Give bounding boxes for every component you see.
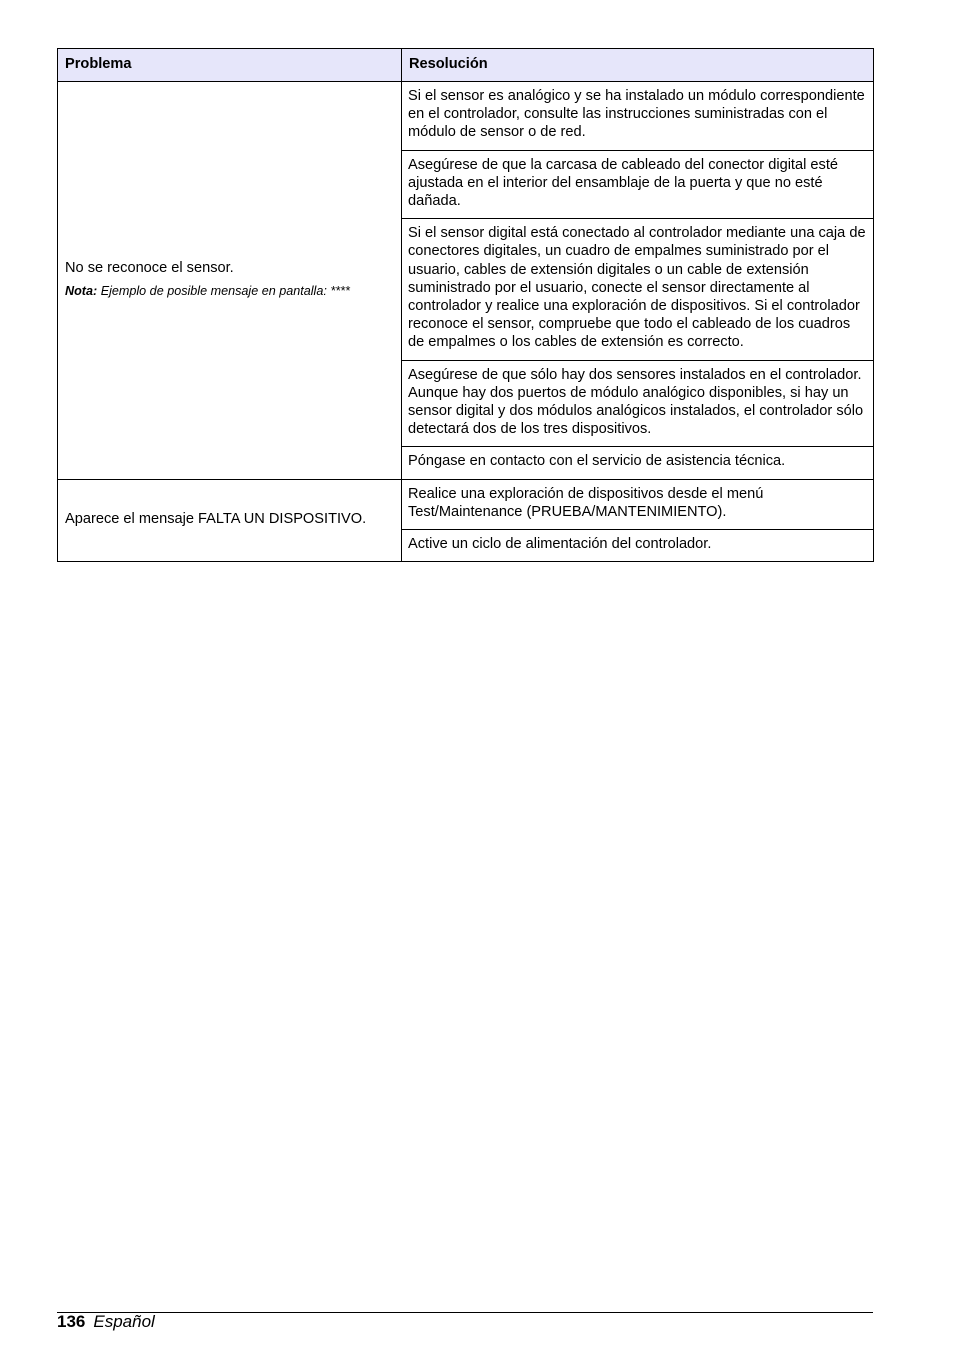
problem-cell: [58, 82, 402, 480]
column-header-resolution: Resolución: [402, 49, 874, 82]
page-number: 136: [57, 1312, 86, 1331]
resolution-cell: Realice una exploración de dispositivos desde el menú Test/Maintenance (PRUEBA/MANTENIMIENTO).: [402, 479, 874, 529]
table-row: [58, 82, 874, 151]
resolution-cell: Active un ciclo de alimentación del controlador.: [402, 530, 874, 562]
problem-text: No se reconoce el sensor.: [65, 259, 234, 276]
page-footer: [57, 1312, 155, 1332]
resolution-cell: Si el sensor es analógico y se ha instalado un módulo correspondiente en el controlador, consulte las instrucciones suministradas con el módulo de sensor o de red.: [402, 82, 874, 151]
table-header-row: [58, 49, 874, 82]
footer-language: Español: [93, 1312, 155, 1331]
resolution-cell: Asegúrese de que la carcasa de cableado del conector digital esté ajustada en el interior del ensamblaje de la puerta y que no esté dañada.: [402, 150, 874, 219]
note-text: Ejemplo de posible mensaje en pantalla: ****: [100, 283, 350, 298]
table-row: [58, 479, 874, 529]
resolution-cell: Si el sensor digital está conectado al controlador mediante una caja de conectores digitales, un cuadro de empalmes suministrado por el usuario, cables de extensión digitales o un cable de extensión suministrado por el usuario, conecte el sensor directamente al controlador y realice una exploración de dispositivos. Si el controlador reconoce el sensor, compruebe que todo el cableado de los cuadros de empalmes o los cables de extensión es correcto.: [402, 219, 874, 360]
troubleshooting-table: [57, 48, 874, 562]
resolution-cell: Póngase en contacto con el servicio de asistencia técnica.: [402, 447, 874, 479]
problem-cell: [58, 479, 402, 562]
column-header-problem: Problema: [58, 49, 402, 82]
problem-text: Aparece el mensaje FALTA UN DISPOSITIVO.: [65, 510, 367, 527]
note: [65, 283, 394, 299]
note-label: Nota:: [65, 283, 98, 298]
resolution-cell: Asegúrese de que sólo hay dos sensores instalados en el controlador. Aunque hay dos puertos de módulo analógico disponibles, si hay un sensor digital y dos módulos analógicos instalados, el controlador sólo detectará dos de los tres dispositivos.: [402, 360, 874, 447]
footer-divider: [57, 1312, 873, 1313]
